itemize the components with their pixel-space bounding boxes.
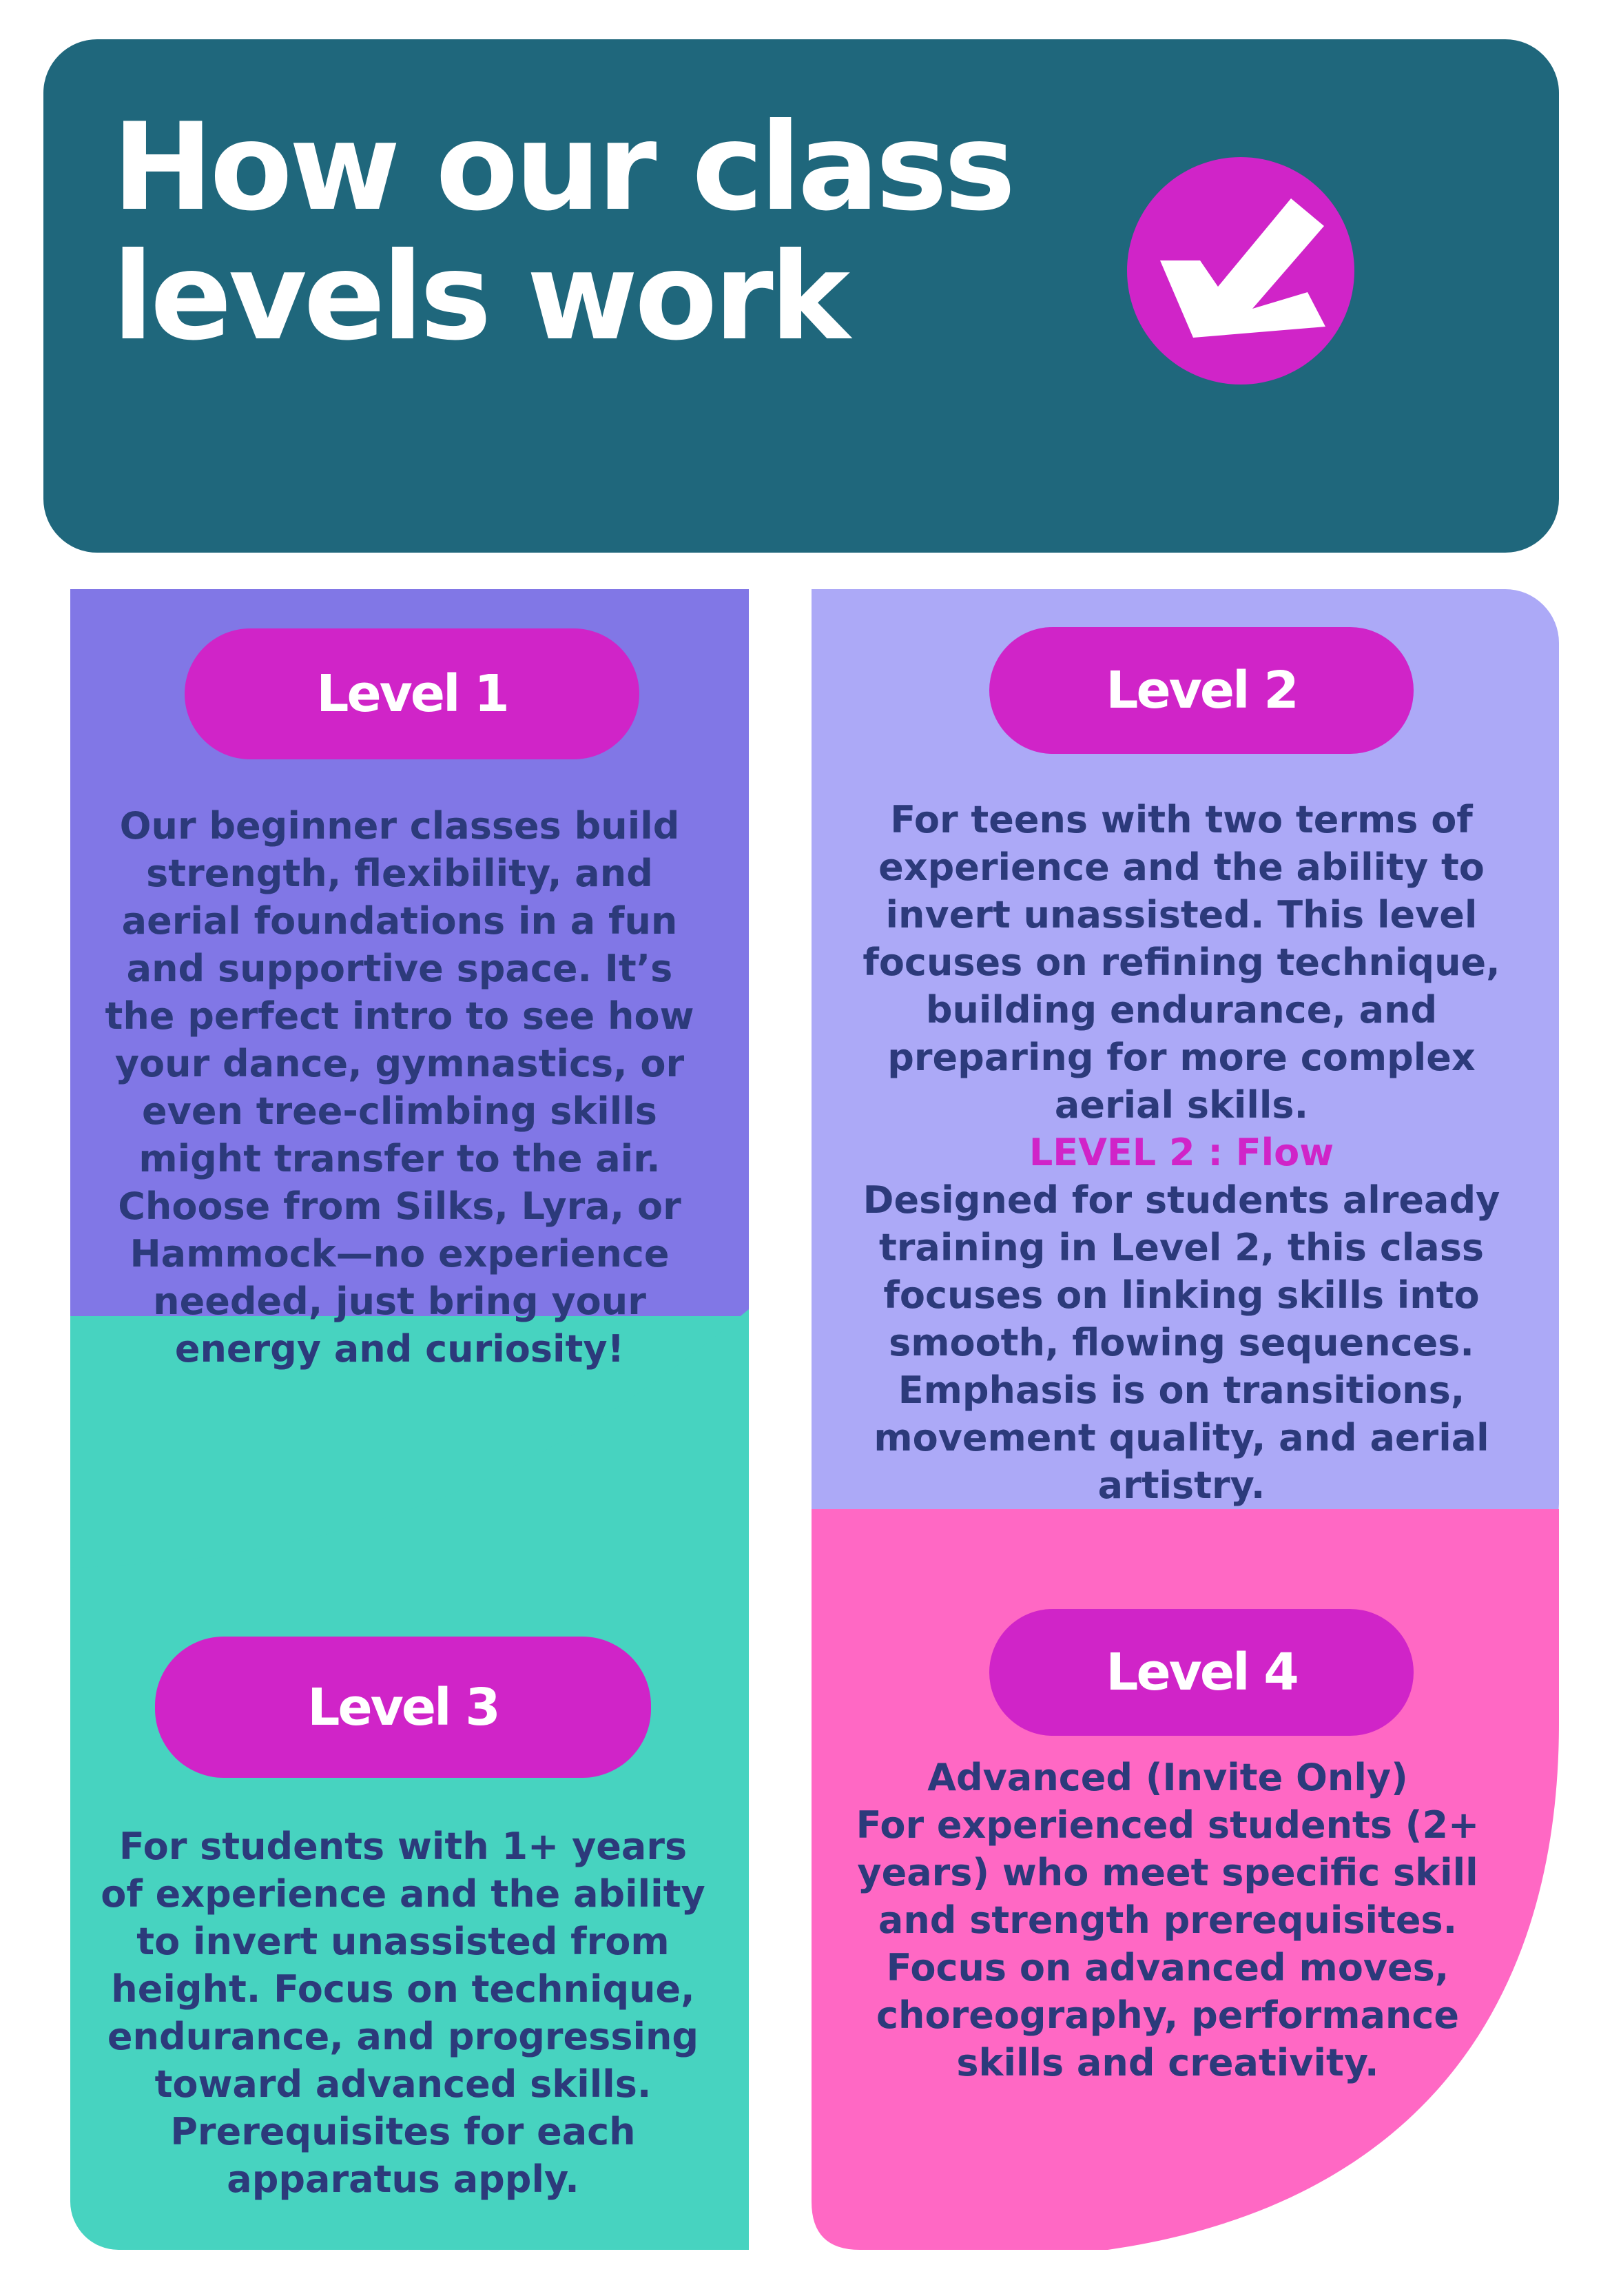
level-2-flow-label: LEVEL 2 : Flow	[1029, 1131, 1334, 1174]
level-2-description: For teens with two terms of experience and the ability to invert unassisted. This level focuses on refining technique, building endurance, and preparing for more complex aerial skills.	[863, 798, 1500, 1127]
level-1-description: Our beginner classes build strength, flexibility, and aerial foundations in a fun and supportive space. It’s the perfect intro to see how your dance, gymnastics, or even tree-climbing skills might transfer to the air. Choose from Silks, Lyra, or Hammock—no experience needed, just bring your energy and curiosity!	[105, 804, 694, 1371]
level-3-description: For students with 1+ years of experience and the ability to invert unassisted from height. Focus on technique, endurance, and progressing toward advanced skills. Prerequisites for each apparatus apply.	[101, 1825, 705, 2201]
page-title: How our class levels work	[112, 98, 1013, 367]
arrow-down-left-logo-icon	[1127, 157, 1354, 385]
level-4-subtitle: Advanced (Invite Only)	[927, 1756, 1408, 1799]
level-2-flow-description: Designed for students already training in Level 2, this class focuses on linking skills into smooth, flowing sequences. Emphasis is on transitions, movement quality, and aerial artistry.	[863, 1178, 1500, 1507]
level-4-text	[840, 1754, 1495, 2087]
level-4-pill: Level 4	[989, 1609, 1414, 1736]
level-2-pill: Level 2	[989, 627, 1414, 754]
level-4-description: For experienced students (2+ years) who meet specific skill and strength prerequisites. Focus on advanced moves, choreography, performance skills and creativity.	[856, 1803, 1480, 2084]
level-2-text	[830, 796, 1533, 1509]
level-1-pill: Level 1	[185, 628, 639, 759]
level-3-pill: Level 3	[155, 1637, 651, 1778]
